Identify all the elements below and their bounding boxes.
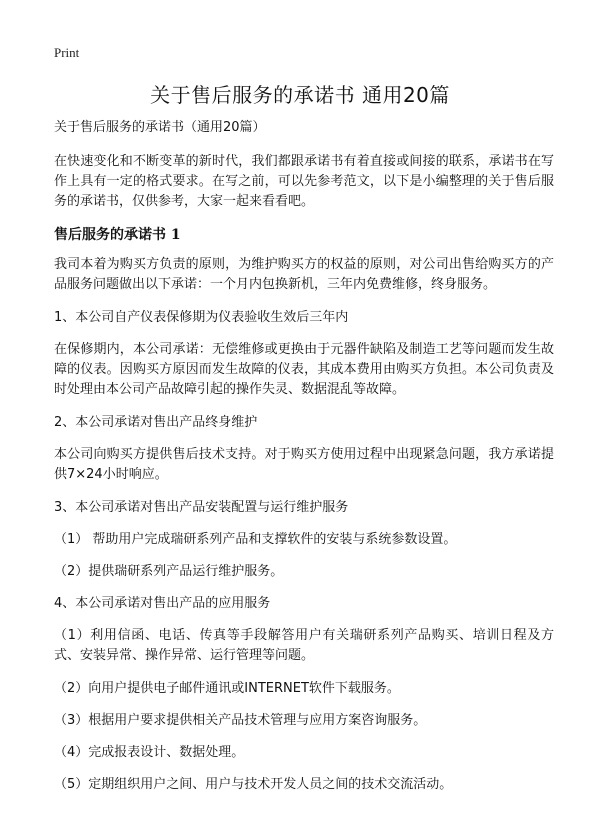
body-paragraph: 本公司向购买方提供售后技术支持。对于购买方使用过程中出现紧急问题，我方承诺提供7×24小时响应。: [54, 447, 554, 482]
document-title: 关于售后服务的承诺书 通用20篇: [150, 83, 450, 107]
intro-paragraph: 在快速变化和不断变革的新时代，我们都跟承诺书有着直接或间接的联系，承诺书在写作上具有一定的格式要求。在写之前，可以先参考范文，以下是小编整理的关于售后服务的承诺书，仅供参考，大家一起来看看吧。: [54, 154, 554, 209]
list-item: （1） 帮助用户完成瑞研系列产品和支撑软件的安装与系统参数设置。: [54, 532, 457, 547]
clause-heading: 2、本公司承诺对售出产品终身维护: [54, 415, 258, 430]
clause-heading: 3、本公司承诺对售出产品安装配置与运行维护服务: [54, 500, 349, 515]
list-item: （4）完成报表设计、数据处理。: [54, 745, 245, 760]
print-label: Print: [54, 45, 80, 60]
list-item: （3）根据用户要求提供相关产品技术管理与应用方案咨询服务。: [54, 713, 427, 728]
list-item: （1）利用信函、电话、传真等手段解答用户有关瑞研系列产品购买、培训日程及方式、安装异常、操作异常、运行管理等问题。: [54, 628, 554, 663]
clause-heading: 1、本公司自产仪表保修期为仪表验收生效后三年内: [54, 310, 349, 325]
document-body: [54, 118, 554, 807]
list-item: （2）向用户提供电子邮件通讯或INTERNET软件下载服务。: [54, 681, 400, 696]
body-paragraph: 我司本着为购买方负责的原则，为维护购买方的权益的原则，对公司出售给购买方的产品服务问题做出以下承诺：一个月内包换新机，三年内免费维修，终身服务。: [54, 257, 554, 292]
body-paragraph: 在保修期内，本公司承诺：无偿维修或更换由于元器件缺陷及制造工艺等问题而发生故障的仪表。因购买方原因而发生故障的仪表，其成本费用由购买方负担。本公司负责及时处理由本公司产品故障引起的操作失灵、数据混乱等故障。: [54, 342, 554, 397]
section-heading: 售后服务的承诺书 1: [54, 227, 181, 243]
list-item: （5）定期组织用户之间、用户与技术开发人员之间的技术交流活动。: [54, 777, 453, 792]
document-subtitle: 关于售后服务的承诺书（通用20篇）: [54, 120, 266, 135]
clause-heading: 4、本公司承诺对售出产品的应用服务: [54, 596, 271, 611]
list-item: （2）提供瑞研系列产品运行维护服务。: [54, 564, 284, 579]
